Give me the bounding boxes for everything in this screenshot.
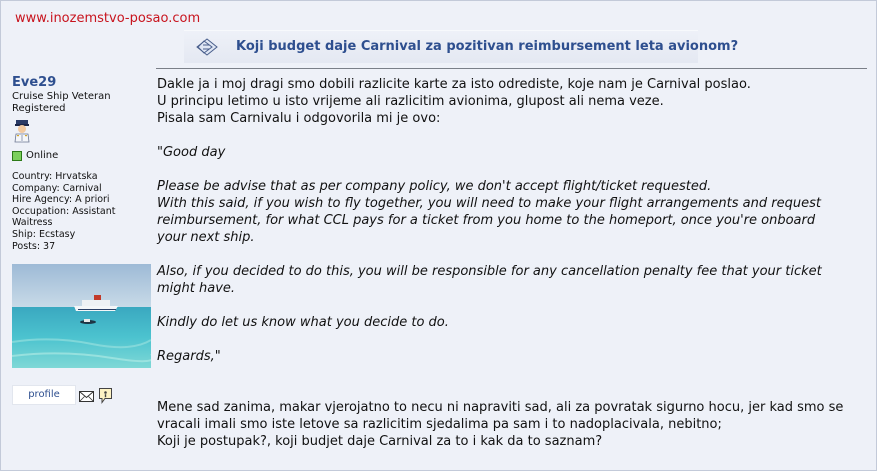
online-status bbox=[12, 150, 154, 161]
online-label: Online bbox=[26, 150, 59, 161]
user-posts: Posts: 37 bbox=[12, 240, 56, 252]
thread-title-bar bbox=[184, 30, 739, 63]
quote-line: Please be advise that as per company policy, we don't accept flight/ticket requested. bbox=[157, 179, 712, 194]
title-divider bbox=[156, 68, 867, 69]
post-line: Dakle ja i moj dragi smo dobili razlicite karte za isto odrediste, koje nam je Carnival poslao. bbox=[157, 77, 751, 92]
user-company: Company: Carnival bbox=[12, 182, 102, 194]
site-url[interactable]: www.inozemstvo-posao.com bbox=[15, 11, 201, 26]
user-country: Country: Hrvatska bbox=[12, 171, 98, 182]
user-panel bbox=[12, 75, 154, 252]
ship-captain-icon bbox=[12, 119, 32, 143]
closing-line: vracali imali smo iste letove sa razlicitim sjedalima pa sam i to nadoplacivala, nebitno; bbox=[157, 417, 722, 432]
quote-line: With this said, if you wish to fly together, you will need to make your flight arrangements and request bbox=[157, 196, 821, 211]
quote-signoff: Regards," bbox=[157, 349, 221, 364]
thread-title[interactable]: Koji budget daje Carnival za pozitivan reimbursement leta avionom? bbox=[236, 39, 739, 54]
user-occupation: Occupation: Assistant Waitress bbox=[12, 205, 116, 229]
closing-line: Koji je postupak?, koji budjet daje Carnival za to i kak da to saznam? bbox=[157, 434, 603, 449]
user-status: Registered bbox=[12, 103, 66, 114]
quote-line: reimbursement, for what CCL pays for a ticket from you home to the homeport, once you're onboard bbox=[157, 213, 816, 228]
email-icon[interactable] bbox=[79, 390, 94, 403]
private-message-icon[interactable] bbox=[98, 387, 113, 404]
post-topic-icon bbox=[196, 38, 218, 56]
user-ship: Ship: Ecstasy bbox=[12, 228, 76, 240]
quote-line: Kindly do let us know what you decide to do. bbox=[157, 315, 449, 330]
user-details bbox=[12, 171, 154, 252]
post-line: U principu letimo u isto vrijeme ali razlicitim avionima, glupost ali nema veze. bbox=[157, 94, 664, 109]
quote-line: might have. bbox=[157, 281, 236, 296]
profile-button[interactable]: profile bbox=[12, 385, 76, 405]
quote-greeting: "Good day bbox=[157, 145, 226, 160]
quote-line: your next ship. bbox=[157, 230, 255, 245]
user-rank-title: Cruise Ship Veteran bbox=[12, 91, 111, 102]
quote-line: Also, if you decided to do this, you will be responsible for any cancellation penalty fee that your ticket bbox=[157, 264, 822, 279]
post-line: Pisala sam Carnivalu i odgovorila mi je ovo: bbox=[157, 111, 441, 126]
online-status-icon bbox=[12, 151, 22, 161]
username[interactable]: Eve29 bbox=[12, 75, 57, 90]
user-hire-agency: Hire Agency: A priori bbox=[12, 194, 110, 206]
avatar bbox=[12, 264, 151, 368]
post-body bbox=[157, 76, 862, 450]
closing-line: Mene sad zanima, makar vjerojatno to necu ni napraviti sad, ali za povratak sigurno hocu, jer kad smo se bbox=[157, 400, 844, 415]
